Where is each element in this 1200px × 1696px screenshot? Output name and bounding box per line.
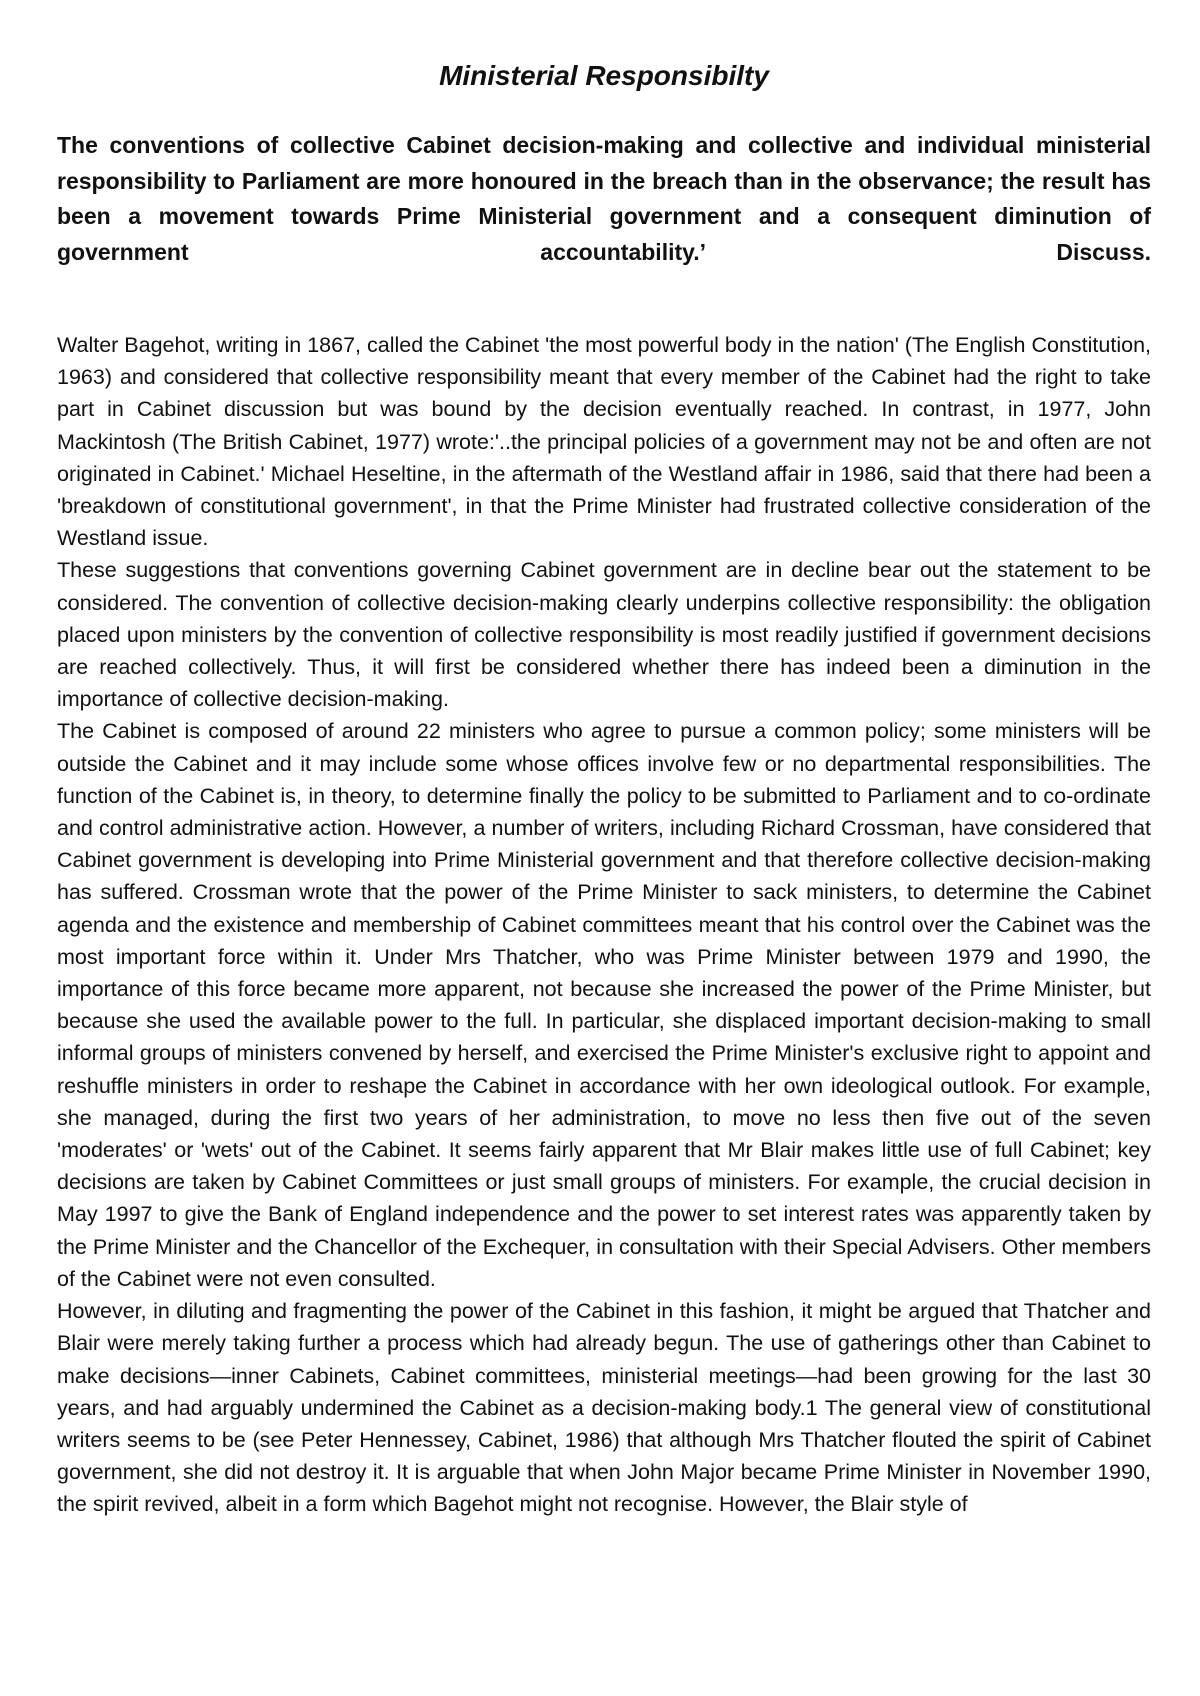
body-paragraph-1: Walter Bagehot, writing in 1867, called the Cabinet 'the most powerful body in the nation' (The English Constitution, 1963) and considered that collective responsibility meant that every member of the Cabinet had the right to take part in Cabinet discussion but was bound by the decision eventually reached. In contrast, in 1977, John Mackintosh (The British Cabinet, 1977) wrote:'..the principal policies of a government may not be and often are not originated in Cabinet.' Michael Heseltine, in the aftermath of the Westland affair in 1986, said that there had been a 'breakdown of constitutional government', in that the Prime Minister had frustrated collective consideration of the Westland issue. xyxy=(57,333,1151,551)
document-title: Ministerial Responsibilty xyxy=(439,60,769,91)
body-paragraph-3: The Cabinet is composed of around 22 ministers who agree to pursue a common policy; some ministers will be outside the Cabinet and it may include some whose offices involve few or no departmental responsibilities. The function of the Cabinet is, in theory, to determine finally the policy to be submitted to Parliament and to co-ordinate and control administrative action. However, a number of writers, including Richard Crossman, have considered that Cabinet government is developing into Prime Ministerial government and that therefore collective decision-making has suffered. Crossman wrote that the power of the Prime Minister to sack ministers, to determine the Cabinet agenda and the existence and membership of Cabinet committees meant that his control over the Cabinet was the most important force within it. Under Mrs Thatcher, who was Prime Minister between 1979 and 1990, the importance of this force became more apparent, not because she increased the power of the Prime Minister, but because she used the available power to the full. In particular, she displaced important decision-making to small informal groups of ministers convened by herself, and exercised the Prime Minister's exclusive right to appoint and reshuffle ministers in order to reshape the Cabinet in accordance with her own ideological outlook. For example, she managed, during the first two years of her administration, to move no less then five out of the seven 'moderates' or 'wets' out of the Cabinet. It seems fairly apparent that Mr Blair makes little use of full Cabinet; key decisions are taken by Cabinet Committees or just small groups of ministers. For example, the crucial decision in May 1997 to give the Bank of England independence and the power to set interest rates was apparently taken by the Prime Minister and the Chancellor of the Exchequer, in consultation with their Special Advisers. Other members of the Cabinet were not even consulted. xyxy=(57,719,1151,1291)
essay-question: The conventions of collective Cabinet decision-making and collective and individual ministerial responsibility to Parliament are more honoured in the breach than in the observance; the result has been a movement towards Prime Ministerial government and a consequent diminution of government accountability.’ Discuss. xyxy=(57,132,1151,265)
essay-body xyxy=(57,329,1151,1521)
document-page xyxy=(57,0,1151,1521)
body-paragraph-2: These suggestions that conventions governing Cabinet government are in decline bear out the statement to be considered. The convention of collective decision-making clearly underpins collective responsibility: the obligation placed upon ministers by the convention of collective responsibility is most readily justified if government decisions are reached collectively. Thus, it will first be considered whether there has indeed been a diminution in the importance of collective decision-making. xyxy=(57,558,1151,712)
body-paragraph-4: However, in diluting and fragmenting the power of the Cabinet in this fashion, it might be argued that Thatcher and Blair were merely taking further a process which had already begun. The use of gatherings other than Cabinet to make decisions—inner Cabinets, Cabinet committees, ministerial meetings—had been growing for the last 30 years, and had arguably undermined the Cabinet as a decision-making body.1 The general view of constitutional writers seems to be (see Peter Hennessey, Cabinet, 1986) that although Mrs Thatcher flouted the spirit of Cabinet government, she did not destroy it. It is arguable that when John Major became Prime Minister in November 1990, the spirit revived, albeit in a form which Bagehot might not recognise. However, the Blair style of xyxy=(57,1299,1151,1517)
